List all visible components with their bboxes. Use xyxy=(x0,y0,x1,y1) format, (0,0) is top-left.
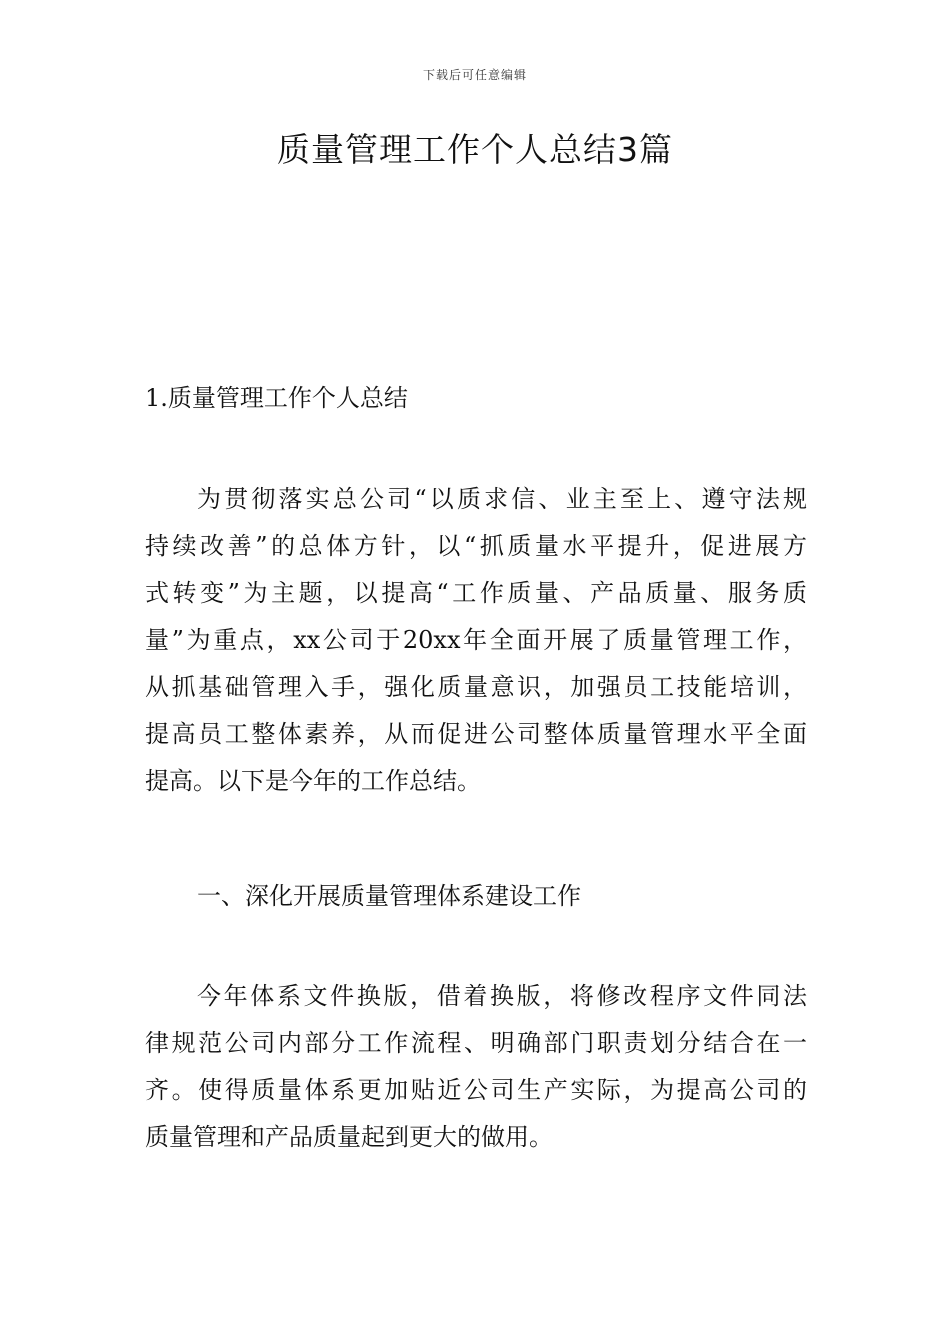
paragraph-system xyxy=(145,973,807,1161)
paragraph-line: 齐。使得质量体系更加贴近公司生产实际，为提高公司的 xyxy=(145,1076,807,1104)
paragraph-line: 质量管理和产品质量起到更大的做用。 xyxy=(145,1123,553,1151)
paragraph-line: 式转变”为主题，以提高“工作质量、产品质量、服务质 xyxy=(145,579,807,607)
paragraph-line: 持续改善”的总体方针，以“抓质量水平提升，促进展方 xyxy=(145,532,807,560)
paragraph-line: 今年体系文件换版，借着换版，将修改程序文件同法 xyxy=(197,982,807,1010)
document-title: 质量管理工作个人总结3篇 xyxy=(277,130,673,169)
subsection-heading: 一、深化开展质量管理体系建设工作 xyxy=(197,882,581,910)
paragraph-line: 量”为重点，xx公司于20xx年全面开展了质量管理工作， xyxy=(145,626,807,654)
section-heading: 1.质量管理工作个人总结 xyxy=(145,384,408,412)
paragraph-line: 从抓基础管理入手，强化质量意识，加强员工技能培训， xyxy=(145,673,807,701)
header-note: 下载后可任意编辑 xyxy=(422,68,527,82)
paragraph-line: 律规范公司内部分工作流程、明确部门职责划分结合在一 xyxy=(145,1029,807,1057)
paragraph-intro xyxy=(145,476,807,805)
paragraph-line: 为贯彻落实总公司“以质求信、业主至上、遵守法规 xyxy=(197,485,807,513)
paragraph-line: 提高员工整体素养，从而促进公司整体质量管理水平全面 xyxy=(145,720,807,748)
paragraph-line: 提高。以下是今年的工作总结。 xyxy=(145,767,481,795)
